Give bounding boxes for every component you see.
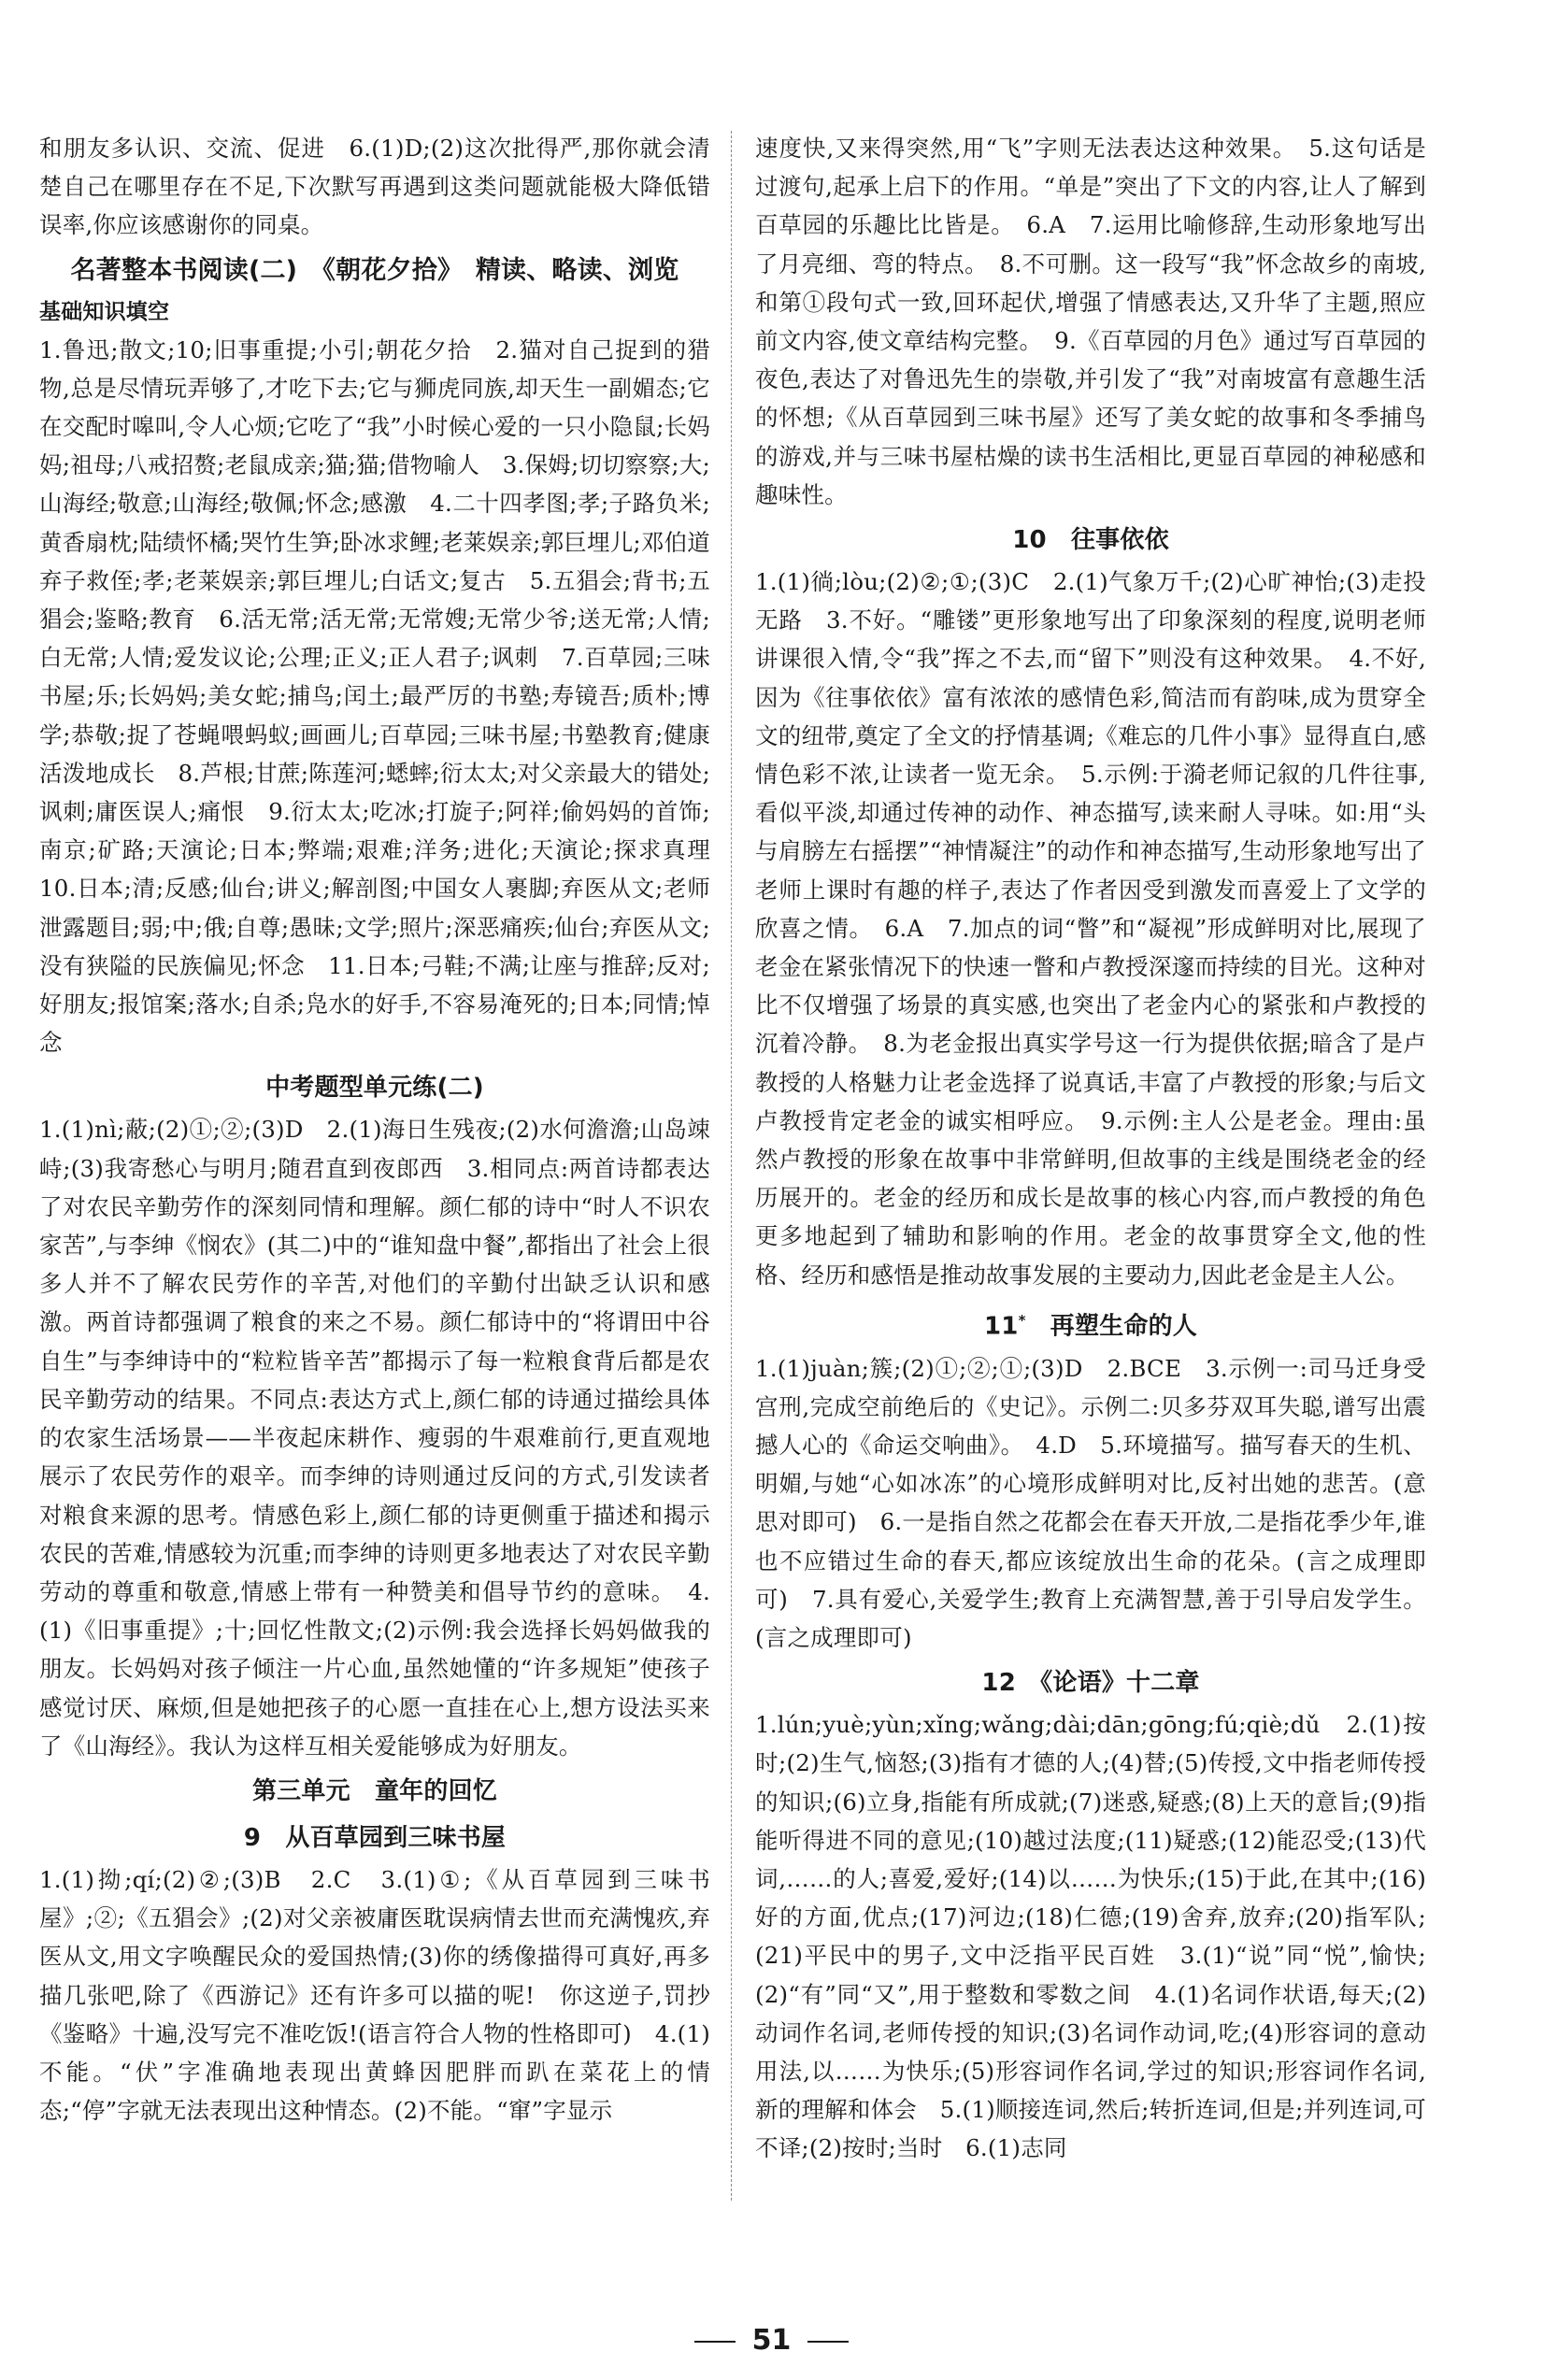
footer-dash-left — [694, 2341, 736, 2343]
right-column — [755, 129, 1426, 2168]
section-title: 中考题型单元练(二) — [265, 1074, 484, 1103]
section-title-text: 再塑生命的人 — [1025, 1312, 1198, 1341]
page-footer — [0, 2324, 1543, 2357]
section-number: 11 — [983, 1312, 1019, 1341]
paragraph: 和朋友多认识、交流、促进 6.(1)D;(2)这次批得严,那你就会清楚自己在哪里存在不足,下次默写再遇到这类问题就能极大降低错误率,你应该感谢你的同桌。 — [39, 135, 710, 239]
unit-title: 第三单元 童年的回忆 — [251, 1776, 497, 1805]
paragraph: 1.(1)juàn;簇;(2)①;②;①;(3)D 2.BCE 3.示例一:司马迁身受宫刑,完成空前绝后的《史记》。示例二:贝多芬双耳失聪,谱写出震撼人心的《命运交响曲》。 4.D 5.环境描写。描写春天的生机、明媚,与她“心如冰冻”的心境形成鲜明对比,反衬出她的悲苦。(意思对即可) 6.一是指自然之花都会在春天开放,二是指花季少年,谁也不应错过生命的春天,都应该绽放出生命的花朵。(言之成理即可) 7.具有爱心,关爱学生;教育上充满智慧,善于引导启发学生。(言之成理即可) — [755, 1354, 1426, 1651]
paragraph: 1.(1)nì;蔽;(2)①;②;(3)D 2.(1)海日生残夜;(2)水何澹澹;山岛竦峙;(3)我寄愁心与明月;随君直到夜郎西 3.相同点:两首诗都表达了对农民辛勤劳作的深刻同情和理解。颜仁郁的诗中“时人不识农家苦”,与李绅《悯农》(其二)中的“谁知盘中餐”,都指出了社会上很多人并不了解农民劳作的辛苦,对他们的辛勤付出缺乏认识和感激。两首诗都强调了粮食的来之不易。颜仁郁诗中的“将谓田中谷自生”与李绅诗中的“粒粒皆辛苦”都揭示了每一粒粮食背后都是农民辛勤劳动的结果。不同点:表达方式上,颜仁郁的诗通过描绘具体的农家生活场景——半夜起床耕作、瘦弱的牛艰难前行,更直观地展示了农民劳作的艰辛。而李绅的诗则通过反问的方式,引发读者对粮食来源的思考。情感色彩上,颜仁郁的诗更侧重于描述和揭示农民的苦难,情感较为沉重;而李绅的诗则更多地表达了对农民辛勤劳动的尊重和敬意,情感上带有一种赞美和倡导节约的意味。 4.(1)《旧事重提》;十;回忆性散文;(2)示例:我会选择长妈妈做我的朋友。长妈妈对孩子倾注一片心血,虽然她懂的“许多规矩”使孩子感觉讨厌、麻烦,但是她把孩子的心愿一直挂在心上,想方设法买来了《山海经》。我认为这样互相关爱能够成为好朋友。 — [39, 1116, 710, 1760]
paragraph: 速度快,又来得突然,用“飞”字则无法表达这种效果。 5.这句话是过渡句,起承上启下的作用。“单是”突出了下文的内容,让人了解到百草园的乐趣比比皆是。 6.A 7.运用比喻修辞,生动形象地写出了月亮细、弯的特点。 8.不可删。这一段写“我”怀念故乡的南坡,和第①段句式一致,回环起伏,增强了情感表达,又升华了主题,照应前文内容,使文章结构完整。 9.《百草园的月色》通过写百草园的夜色,表达了对鲁迅先生的崇敬,并引发了“我”对南坡富有意趣生活的怀想;《从百草园到三味书屋》还写了美女蛇的故事和冬季捕鸟的游戏,并与三味书屋枯燥的读书生活相比,更显百草园的神秘感和趣味性。 — [755, 135, 1426, 508]
paragraph: 1.鲁迅;散文;10;旧事重提;小引;朝花夕拾 2.猫对自己捉到的猎物,总是尽情玩弄够了,才吃下去;它与狮虎同族,却天生一副媚态;它在交配时嗥叫,令人心烦;它吃了“我”小时候心爱的一只小隐鼠;长妈妈;祖母;八戒招赘;老鼠成亲;猫;猫;借物喻人 3.保姆;切切察察;大;山海经;敬意;山海经;敬佩;怀念;感激 4.二十四孝图;孝;子路负米;黄香扇枕;陆绩怀橘;哭竹生笋;卧冰求鲤;老莱娱亲;郭巨埋儿;邓伯道弃子救侄;孝;老莱娱亲;郭巨埋儿;白话文;复古 5.五猖会;背书;五猖会;鉴略;教育 6.活无常;活无常;无常嫂;无常少爷;送无常;人情;白无常;人情;爱发议论;公理;正义;正人君子;讽刺 7.百草园;三味书屋;乐;长妈妈;美女蛇;捕鸟;闰土;最严厉的书塾;寿镜吾;质朴;博学;恭敬;捉了苍蝇喂蚂蚁;画画儿;百草园;三味书屋;书塾教育;健康活泼地成长 8.芦根;甘蔗;陈莲河;蟋蟀;衍太太;对父亲最大的错处;讽刺;庸医误人;痛恨 9.衍太太;吃冰;打旋子;阿祥;偷妈妈的首饰;南京;矿路;天演论;日本;弊端;艰难;洋务;进化;天演论;探求真理 10.日本;清;反感;仙台;讲义;解剖图;中国女人裹脚;弃医从文;老师泄露题目;弱;中;俄;自尊;愚昧;文学;照片;深恶痛疾;仙台;弃医从文;没有狭隘的民族偏见;怀念 11.日本;弓鞋;不满;让座与推辞;反对;好朋友;报馆案;落水;自杀;凫水的好手,不容易淹死的;日本;同情;悼念 — [39, 335, 734, 1057]
section-title: 9 从百草园到三味书屋 — [243, 1823, 507, 1852]
section-title: 名著整本书阅读(二) 《朝花夕拾》 精读、略读、浏览 — [70, 255, 679, 285]
page-number: 51 — [751, 2324, 792, 2357]
optional-star-mark: * — [1018, 1311, 1026, 1329]
section-subtitle: 基础知识填空 — [39, 299, 170, 324]
paragraph: 1.(1)徜;lòu;(2)②;①;(3)C 2.(1)气象万千;(2)心旷神怡;(3)走投无路 3.不好。“雕镂”更形象地写出了印象深刻的程度,说明老师讲课很入情,令“我”挥之不去,而“留下”则没有这种效果。 4.不好,因为《往事依依》富有浓浓的感情色彩,简洁而有韵味,成为贯穿全文的纽带,奠定了全文的抒情基调;《难忘的几件小事》显得直白,感情色彩不浓,让读者一览无余。 5.示例:于漪老师记叙的几件往事,看似平淡,却通过传神的动作、神态描写,读来耐人寻味。如:用“头与肩膀左右摇摆”“神情凝注”的动作和神态描写,生动形象地写出了老师上课时有趣的样子,表达了作者因受到激发而喜爱上了文学的欣喜之情。 6.A 7.加点的词“瞥”和“凝视”形成鲜明对比,展现了老金在紧张情况下的快速一瞥和卢教授深邃而持续的目光。这种对比不仅增强了场景的真实感,也突出了老金内心的紧张和卢教授的沉着冷静。 8.为老金报出真实学号这一行为提供依据;暗含了是卢教授的人格魅力让老金选择了说真话,丰富了卢教授的形象;与后文卢教授肯定老金的诚实相呼应。 9.示例:主人公是老金。理由:虽然卢教授的形象在故事中非常鲜明,但故事的主线是围绕老金的经历展开的。老金的经历和成长是故事的核心内容,而卢教授的角色更多地起到了辅助和影响的作用。老金的故事贯穿全文,他的性格、经历和感悟是推动故事发展的主要动力,因此老金是主人公。 — [755, 568, 1426, 1289]
section-title: 12 《论语》十二章 — [981, 1669, 1200, 1698]
paragraph: 1.lún;yuè;yùn;xǐng;wǎng;dài;dān;gōng;fú;qiè;dǔ 2.(1)按时;(2)生气,恼怒;(3)指有才德的人;(4)替;(5)传授,文中指老师传授的知识;(6)立身,指能有所成就;(7)迷惑,疑惑;(8)上天的意旨;(9)指能听得进不同的意见;(10)越过法度;(11)疑惑;(12)能忍受;(13)代词,……的人;喜爱,爱好;(14)以……为快乐;(15)于此,在其中;(16)好的方面,优点;(17)河边;(18)仁德;(19)舍弃,放弃;(20)指军队;(21)平民中的男子,文中泛指平民百姓 3.(1)“说”同“悦”,愉快;(2)“有”同“又”,用于整数和零数之间 4.(1)名词作状语,每天;(2)动词作名词,老师传授的知识;(3)名词作动词,吃;(4)形容词的意动用法,以……为快乐;(5)形容词作名词,学过的知识;形容词作名词,新的理解和体会 5.(1)顺接连词,然后;转折连词,但是;并列连词,可不译;(2)按时;当时 6.(1)志同 — [755, 1711, 1426, 2162]
section-title — [755, 1300, 1426, 1347]
paragraph: 1.(1)拗;qí;(2)②;(3)B 2.C 3.(1)①;《从百草园到三味书屋》;②;《五猖会》;(2)对父亲被庸医耽误病情去世而充满愧疚,弃医从文,用文字唤醒民众的爱国热情;(3)你的绣像描得可真好,再多描几张吧,除了《西游记》还有许多可以描的呢! 你这逆子,罚抄《鉴略》十遍,没写完不准吃饭!(语言符合人物的性格即可) 4.(1)不能。“伏”字准确地表现出黄蜂因肥胖而趴在菜花上的情态;“停”字就无法表现出这种情态。(2)不能。“窜”字显示 — [39, 1865, 710, 2125]
column-divider — [731, 131, 732, 2201]
left-column — [39, 129, 734, 2130]
footer-dash-right — [807, 2341, 849, 2343]
section-title: 10 往事依依 — [1012, 526, 1169, 555]
